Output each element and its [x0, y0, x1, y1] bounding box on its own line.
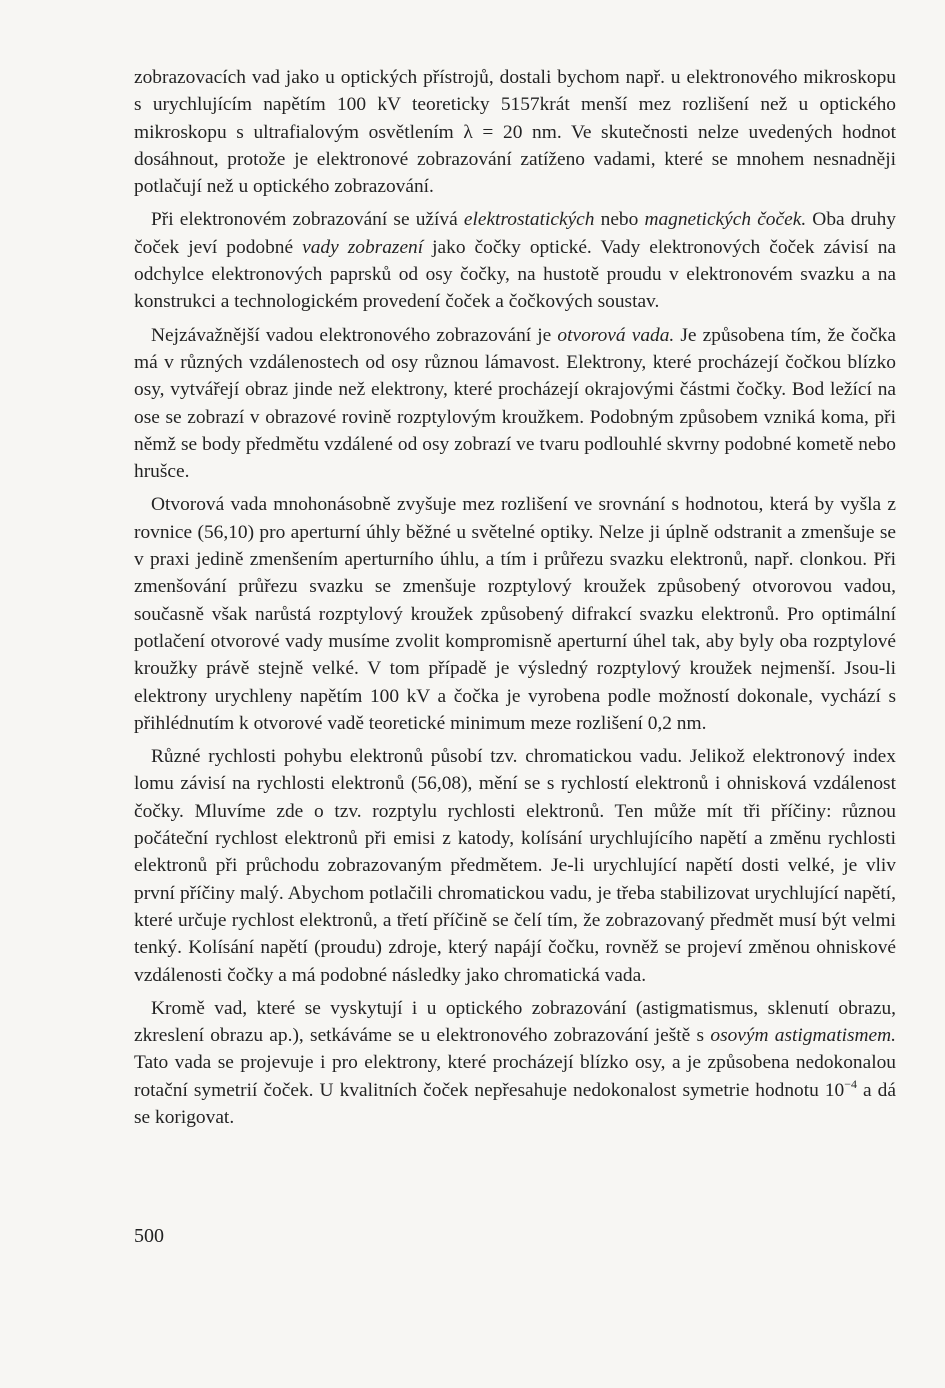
paragraph-6-exponent: −4: [844, 1076, 858, 1091]
paragraph-4-text: Otvorová vada mnohonásobně zvyšuje mez rozlišení ve srovnání s hodnotou, která by vyšla z rovnice (56,10) pro aperturní úhly běžné u světelné optiky. Nelze ji úplně odstranit a zmenšuje se v praxi jedině zmenšením aperturního úhlu, a tím i průřezu svazku elektronů, např. clonkou. Při zmenšování průřezu svazku se zmenšuje rozptylový kroužek způsobený otvorovou vadou, současně však narůstá rozptylový kroužek způsobený difrakcí svazku elektronů. Pro optimální potlačení otvorové vady musíme zvolit kompromisně aperturní úhel tak, aby byly oba rozptylové kroužky právě stejně velké. V tom případě je výsledný rozptylový kroužek nejmenší. Jsou-li elektrony urychleny napětím 100 kV a čočka je vyrobena podle možností dokonale, vychází s přihlédnutím k otvorové vadě teoretické minimum meze rozlišení 0,2 nm.: [134, 494, 896, 734]
paragraph-5-text: Různé rychlosti pohybu elektronů působí tzv. chromatickou vadu. Jelikož elektronový index lomu závisí na rychlosti elektronů (56,08), mění se s rychlostí elektronů i ohnisková vzdálenost čočky. Mluvíme zde o tzv. rozptylu rychlosti elektronů. Ten může mít tři příčiny: různou počáteční rychlost elektronů při emisi z katody, kolísání urychlujícího napětí a změnu rychlosti elektronů při průchodu zobrazovaným předmětem. Je-li urychlující napětí dosti velké, je vliv první příčiny malý. Abychom potlačili chromatickou vadu, je třeba stabilizovat urychlující napětí, které určuje rychlost elektronů, a třetí příčině se čelí tím, že zobrazovaný předmět musí být velmi tenký. Kolísání napětí (proudu) zdroje, který napájí čočku, rovněž se projeví změnou ohniskové vzdálenosti čočky a má podobné následky jako chromatická vada.: [134, 746, 896, 986]
paragraph-6-text-e: a dá se korigovat.: [134, 1079, 896, 1128]
paragraph-6: [134, 995, 896, 1131]
paragraph-2-text-a: Při elektronovém zobrazování se užívá: [151, 209, 464, 231]
paragraph-1-text: zobrazovacích vad jako u optických přístrojů, dostali bychom např. u elektronového mikroskopu s urychlujícím napětím 100 kV teoreticky 5157krát menší mez rozlišení než u optického mikroskopu s ultrafialovým osvětlením λ = 20 nm. Ve skutečnosti nelze uvedených hodnot dosáhnout, protože je elektronové zobrazování zatíženo vadami, které se mnohem nesnadněji potlačují než u optického zobrazování.: [134, 67, 896, 198]
paragraph-4: [134, 491, 896, 737]
paragraph-2-term-aberrations: vady zobrazení: [302, 236, 424, 258]
paragraph-2-text-e: Oba druhy čoček jeví podobné: [134, 209, 896, 258]
page-body: [134, 64, 896, 1137]
page-number: 500: [134, 1225, 164, 1247]
paragraph-2: [134, 206, 896, 315]
paragraph-6-text-a: Kromě vad, které se vyskytují i u optického zobrazování (astigmatismus, sklenutí obrazu, zkreslení obrazu ap.), setkáváme se u elektronového zobrazování ještě s: [134, 997, 896, 1047]
paragraph-5: [134, 743, 896, 989]
paragraph-2-text-c: nebo: [594, 209, 645, 231]
paragraph-6-text-c: Tato vada se projevuje i pro elektrony, které procházejí blízko osy, a je způsobena nedokonalou rotační symetrií čoček. U kvalitních čoček nepřesahuje nedokonalost symetrie hodnotu 10: [134, 1052, 896, 1101]
paragraph-6-term-axial-astigmatism: osovým astigmatismem.: [710, 1025, 896, 1047]
paragraph-3: [134, 322, 896, 486]
paragraph-2-text-g: jako čočky optické. Vady elektronových čoček závisí na odchylce elektronových paprsků od osy čočky, na hustotě proudu v elektronovém svazku a na konstrukci a technologickém provedení čoček a čočkových soustav.: [134, 236, 896, 313]
paragraph-3-text-a: Nejzávažnější vadou elektronového zobrazování je: [151, 324, 558, 346]
paragraph-2-term-electrostatic: elektrostatických: [463, 209, 595, 231]
paragraph-3-text-c: Je způsobena tím, že čočka má v různých vzdálenostech od osy různou lámavost. Elektrony, které procházejí čočkou blízko osy, vytvářejí obraz jinde než elektrony, které procházejí okrajovými částmi čočky. Bod ležící na ose se zobrazí v obrazové rovině rozptylovým kroužkem. Podobným způsobem vzniká koma, při němž se body předmětu vzdálené od osy zobrazí ve tvaru podlouhlé skvrny podobné kometě nebo hrušce.: [134, 324, 896, 483]
paragraph-1: [134, 64, 896, 200]
paragraph-3-term-aperture-defect: otvorová vada.: [557, 324, 675, 346]
paragraph-2-term-magnetic: magnetických čoček.: [644, 209, 807, 231]
